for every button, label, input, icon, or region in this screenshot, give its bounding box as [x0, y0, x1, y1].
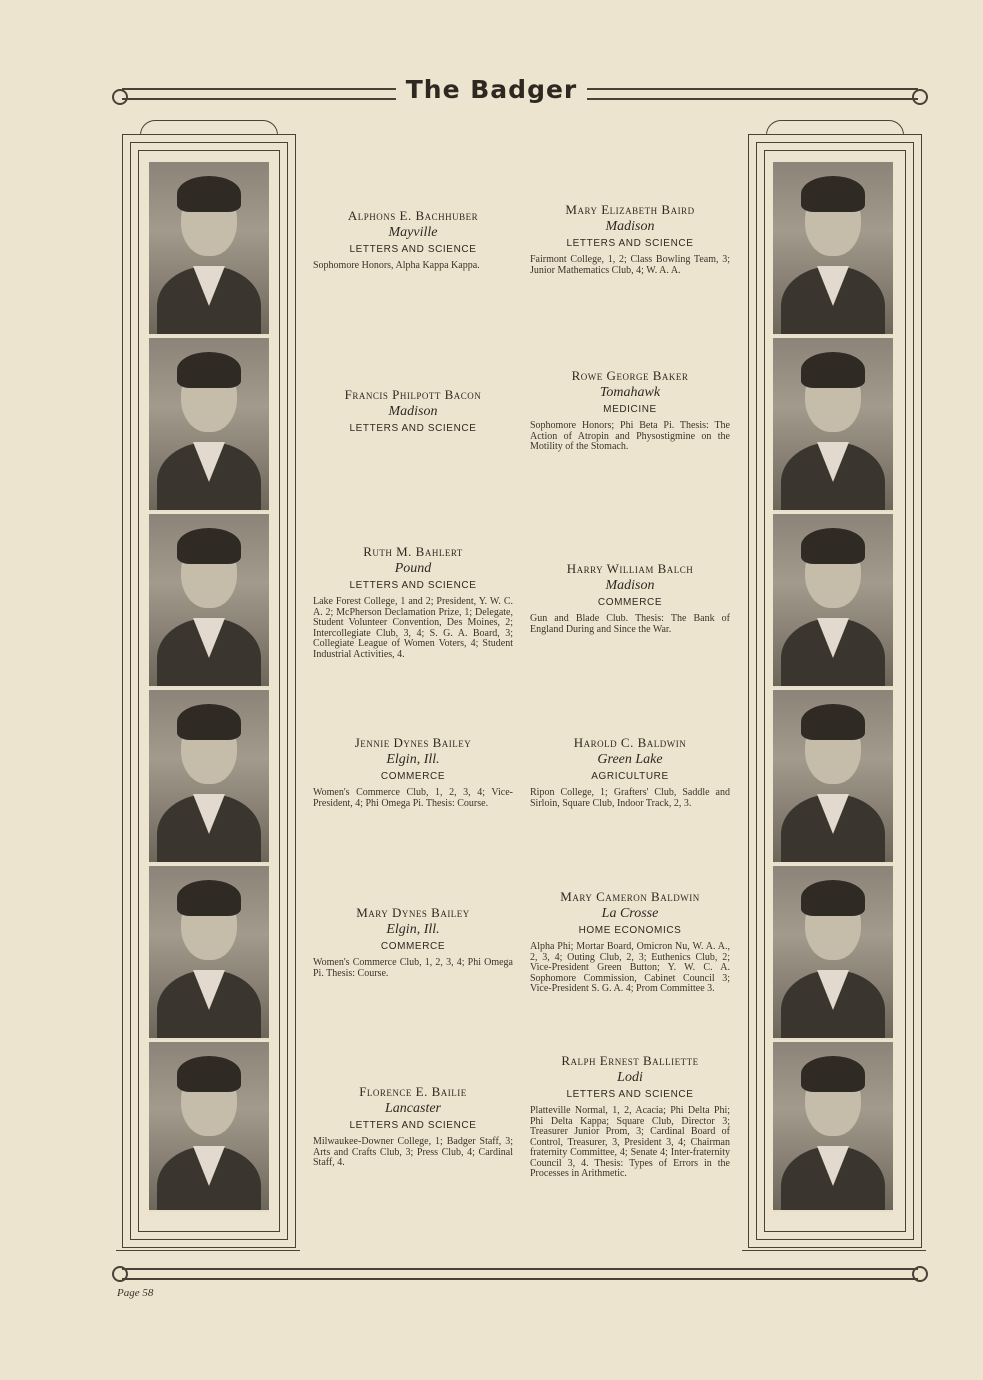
footer-rule — [122, 1268, 918, 1280]
student-hometown: Madison — [605, 219, 655, 234]
student-activities: Platteville Normal, 1, 2, Acacia; Phi Delta Phi; Phi Delta Kappa; Square Club, Director 3; Treasurer Junior Prom, 3; Cardinal Board of Control, Treasurer, 3, President 3, 4; Chairman fraternity Committee, 4; Senate 4; Inter-fraternity Council 3, 4. Thesis: Types of Errors in the Processes in Arithmetic. — [530, 1105, 730, 1179]
student-entry — [530, 368, 730, 453]
student-activities: Gun and Blade Club. Thesis: The Bank of England During and Since the War. — [530, 613, 730, 635]
student-entry — [313, 1084, 513, 1169]
right-frame-base — [742, 1250, 926, 1251]
student-name: Mary Elizabeth Baird — [565, 202, 695, 217]
student-hometown: Elgin, Ill. — [386, 922, 440, 937]
portrait-photo — [773, 162, 893, 336]
student-entry — [530, 889, 730, 995]
student-college: LETTERS AND SCIENCE — [566, 238, 694, 249]
student-name: Ruth M. Bahlert — [363, 544, 463, 559]
left-frame-cap — [140, 120, 278, 135]
student-activities: Women's Commerce Club, 1, 2, 3, 4; Vice-President, 4; Phi Omega Pi. Thesis: Course. — [313, 787, 513, 809]
student-hometown: Madison — [388, 404, 438, 419]
student-entry — [313, 208, 513, 272]
student-name: Harold C. Baldwin — [573, 735, 687, 750]
page-title-text: The Badger — [396, 75, 588, 104]
student-entry — [530, 1053, 730, 1180]
student-hometown: Elgin, Ill. — [386, 752, 440, 767]
student-hometown: Green Lake — [597, 752, 663, 767]
student-entry — [313, 905, 513, 979]
student-activities: Women's Commerce Club, 1, 2, 3, 4; Phi Omega Pi. Thesis: Course. — [313, 957, 513, 979]
student-activities: Lake Forest College, 1 and 2; President, Y. W. C. A. 2; McPherson Declamation Prize, 1; Delegate, Student Volunteer Convention, Des Moines, 2; Intercollegiate Club, 3, 4; S. G. A. Board, 3; Collegiate League of Women Voters, 4; Student Industrial Activities, 4. — [313, 596, 513, 660]
student-activities: Ripon College, 1; Grafters' Club, Saddle and Sirloin, Square Club, Indoor Track, 2, 3. — [530, 787, 730, 809]
student-college: HOME ECONOMICS — [578, 925, 682, 936]
student-entry — [530, 561, 730, 635]
portrait-photo — [773, 1042, 893, 1212]
student-name: Alphons E. Bachhuber — [347, 208, 479, 223]
student-hometown: Lodi — [617, 1070, 643, 1085]
student-college: LETTERS AND SCIENCE — [349, 244, 477, 255]
student-name: Francis Philpott Bacon — [344, 387, 482, 402]
student-hometown: Pound — [394, 561, 432, 576]
student-college: LETTERS AND SCIENCE — [566, 1089, 694, 1100]
student-name: Mary Cameron Baldwin — [560, 889, 700, 904]
student-name: Rowe George Baker — [571, 368, 689, 383]
student-entry — [313, 735, 513, 809]
portrait-photo — [149, 866, 269, 1040]
student-hometown: Mayville — [388, 225, 438, 240]
portrait-photo — [149, 338, 269, 512]
left-frame-base — [116, 1250, 300, 1251]
student-activities: Sophomore Honors; Phi Beta Pi. Thesis: The Action of Atropin and Physostigmine on the Motility of the Stomach. — [530, 420, 730, 452]
page-title — [0, 75, 983, 104]
student-hometown: Madison — [605, 578, 655, 593]
student-activities: Alpha Phi; Mortar Board, Omicron Nu, W. A. A., 2, 3, 4; Outing Club, 2, 3; Euthenics Club, 2; Vice-President Green Button; Y. W. C. A. Sophomore Commission, Cabinet Council 3; Vice-President S. G. A. 4; Prom Committee 3. — [530, 941, 730, 994]
student-activities: Sophomore Honors, Alpha Kappa Kappa. — [313, 260, 480, 271]
student-college: AGRICULTURE — [591, 771, 669, 782]
student-entry — [313, 387, 513, 440]
portrait-photo — [773, 338, 893, 512]
student-hometown: Lancaster — [385, 1101, 441, 1116]
student-name: Harry William Balch — [566, 561, 694, 576]
student-name: Jennie Dynes Bailey — [354, 735, 472, 750]
student-entry — [313, 544, 513, 660]
portrait-photo — [149, 162, 269, 336]
student-college: COMMERCE — [380, 941, 446, 952]
student-college: LETTERS AND SCIENCE — [349, 1120, 477, 1131]
right-footer-ornament — [912, 1266, 928, 1282]
student-college: COMMERCE — [597, 597, 663, 608]
portrait-photo — [773, 690, 893, 864]
student-name: Ralph Ernest Balliette — [561, 1053, 699, 1068]
portrait-photo — [773, 514, 893, 688]
left-footer-ornament — [112, 1266, 128, 1282]
student-hometown: Tomahawk — [599, 385, 661, 400]
student-name: Mary Dynes Bailey — [356, 905, 470, 920]
portrait-photo — [773, 866, 893, 1040]
portrait-photo — [149, 1042, 269, 1212]
portrait-photo — [149, 690, 269, 864]
student-entry — [530, 735, 730, 809]
student-college: MEDICINE — [603, 404, 657, 415]
page-number: Page 58 — [117, 1287, 154, 1299]
student-activities: Fairmont College, 1, 2; Class Bowling Team, 3; Junior Mathematics Club, 4; W. A. A. — [530, 254, 730, 276]
student-entry — [530, 202, 730, 276]
student-college: COMMERCE — [380, 771, 446, 782]
student-college: LETTERS AND SCIENCE — [349, 580, 477, 591]
right-frame-cap — [766, 120, 904, 135]
student-name: Florence E. Bailie — [359, 1084, 467, 1099]
student-hometown: La Crosse — [601, 906, 659, 921]
student-activities: Milwaukee-Downer College, 1; Badger Staff, 3; Arts and Crafts Club, 3; Press Club, 4; Cardinal Staff, 4. — [313, 1136, 513, 1168]
student-college: LETTERS AND SCIENCE — [349, 423, 477, 434]
portrait-photo — [149, 514, 269, 688]
